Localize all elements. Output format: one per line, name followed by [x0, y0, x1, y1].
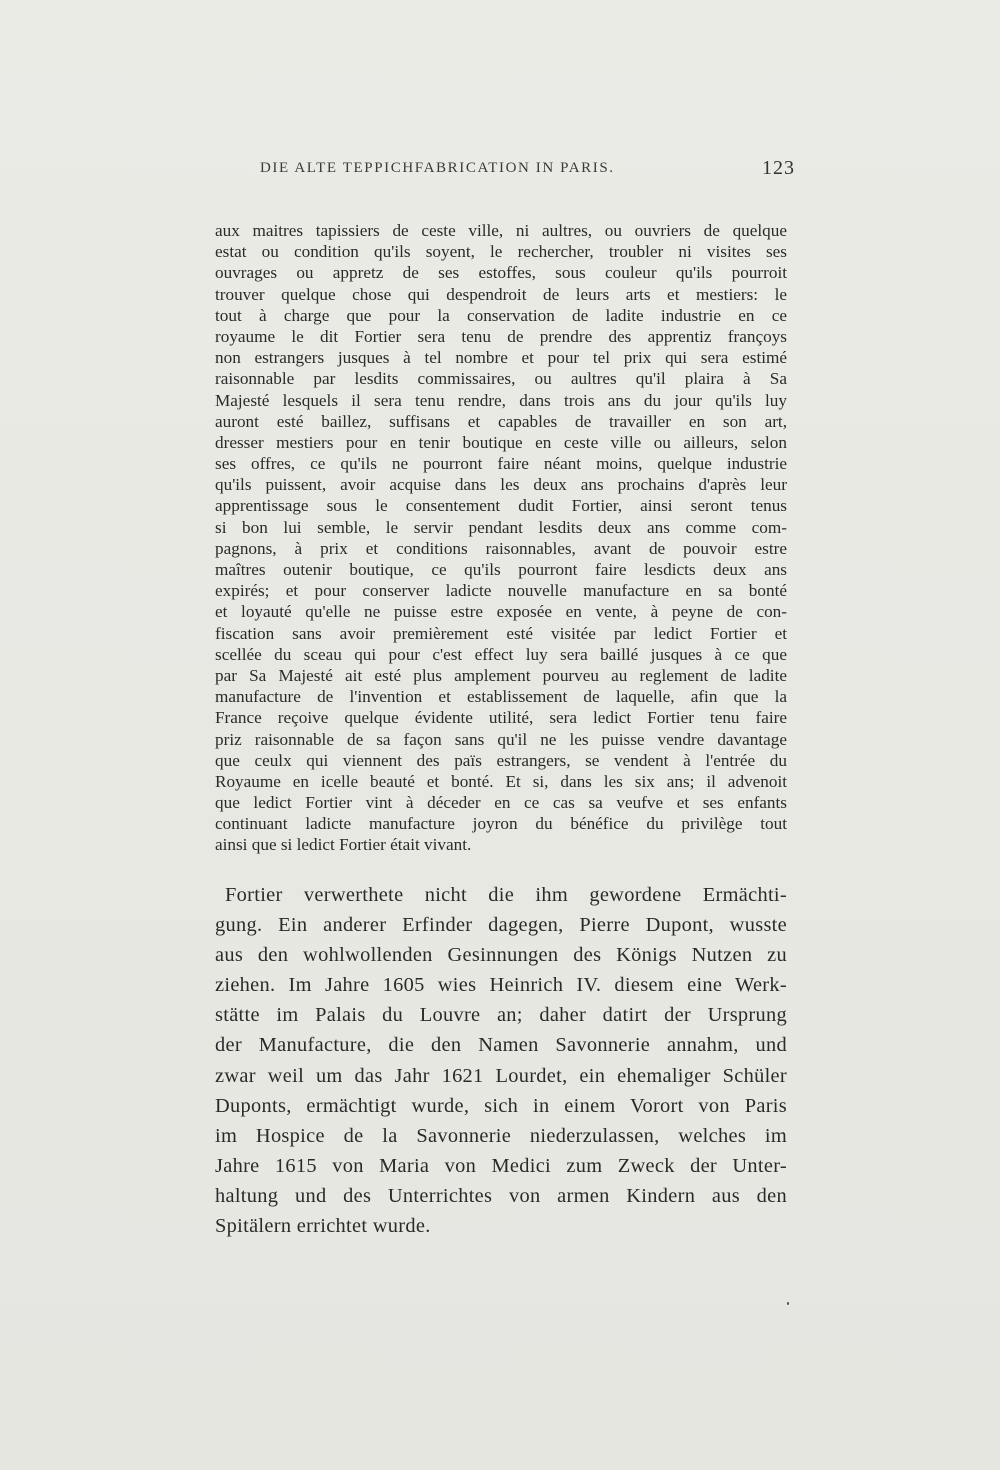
quote-line: scellée du sceau qui pour c'est effect luy sera baillé jusques à ce que: [215, 644, 787, 664]
running-head: [260, 157, 795, 184]
paragraph-line: Jahre 1615 von Maria von Medici zum Zweck der Unter-: [215, 1154, 787, 1177]
quote-line: France reçoive quelque évidente utilité, sera ledict Fortier tenu faire: [215, 708, 787, 728]
quote-line: qu'ils puissent, avoir acquise dans les deux ans prochains d'après leur: [215, 475, 787, 495]
quote-line: royaume le dit Fortier sera tenu de prendre des apprentiz françoys: [215, 326, 787, 346]
quote-line: ainsi que si ledict Fortier était vivant.: [215, 835, 472, 855]
quote-line: priz raisonnable de sa façon sans qu'il ne les puisse vendre davantage: [215, 729, 787, 749]
quote-line: Majesté lesquels il sera tenu rendre, dans trois ans du jour qu'ils luy: [215, 390, 787, 410]
quote-line: ses offres, ce qu'ils ne pourront faire néant moins, quelque industrie: [215, 454, 787, 474]
quote-line: non estrangers jusques à tel nombre et pour tel prix qui sera estimé: [215, 348, 787, 368]
paragraph-line: gung. Ein anderer Erfinder dagegen, Pierre Dupont, wusste: [215, 914, 787, 937]
paper-speck: [787, 1302, 789, 1305]
quote-line: apprentissage sous le consentement dudit Fortier, ainsi seront tenus: [215, 496, 787, 516]
french-quotation: [215, 220, 787, 856]
quote-line: manufacture de l'invention et establissement de laquelle, afin que la: [215, 687, 787, 707]
paragraph-line: Spitälern errichtet wurde.: [215, 1215, 431, 1238]
quote-line: raisonnable par lesdits commissaires, ou aultres qu'il plaira à Sa: [215, 369, 787, 389]
quote-line: que ledict Fortier vint à déceder en ce cas sa veufve et ses enfants: [215, 793, 787, 813]
paragraph-line: Fortier verwerthete nicht die ihm gewordene Ermächti-: [225, 884, 787, 906]
quote-line: que ceulx qui viennent des païs estrangers, se vendent à l'entrée du: [215, 750, 787, 770]
quote-line: par Sa Majesté ait esté plus amplement pourveu au reglement de ladite: [215, 665, 787, 685]
paragraph-line: aus den wohlwollenden Gesinnungen des Königs Nutzen zu: [215, 944, 787, 967]
page-number: 123: [762, 157, 795, 179]
quote-line: si bon lui semble, le servir pendant lesdits deux ans comme com-: [215, 517, 787, 537]
quote-line: et loyauté qu'elle ne puisse estre exposée en vente, à peyne de con-: [215, 602, 787, 622]
quote-line: trouver quelque chose qui despendroit de leurs arts et mestiers: le: [215, 284, 787, 304]
quote-line: tout à charge que pour la conservation de ladite industrie en ce: [215, 305, 787, 325]
quote-line: continuant ladicte manufacture joyron du bénéfice du privilège tout: [215, 814, 787, 834]
quote-line: pagnons, à prix et conditions raisonnables, avant de pouvoir estre: [215, 538, 787, 558]
quote-line: ouvrages ou appretz de ses estoffes, sous couleur qu'ils pourroit: [215, 263, 787, 283]
quote-line: expirés; et pour conserver ladicte nouvelle manufacture en sa bonté: [215, 581, 787, 601]
quote-line: maîtres outenir boutique, ce qu'ils pourront faire lesdicts deux ans: [215, 560, 787, 579]
paragraph-line: im Hospice de la Savonnerie niederzulassen, welches im: [215, 1124, 787, 1147]
quote-line: fiscation sans avoir premièrement esté visitée par ledict Fortier et: [215, 623, 787, 643]
german-paragraph: [215, 880, 787, 1241]
running-title: DIE ALTE TEPPICHFABRICATION IN PARIS.: [260, 160, 615, 176]
quote-line: aux maitres tapissiers de ceste ville, ni aultres, ou ouvriers de quelque: [215, 221, 787, 240]
quote-line: dresser mestiers pour en tenir boutique en ceste ville ou ailleurs, selon: [215, 432, 787, 452]
paragraph-line: Duponts, ermächtigt wurde, sich in einem Vorort von Paris: [215, 1094, 787, 1117]
quote-line: auront esté baillez, suffisans et capables de travailler en son art,: [215, 411, 787, 431]
paragraph-line: zwar weil um das Jahr 1621 Lourdet, ein ehemaliger Schüler: [215, 1064, 787, 1087]
paragraph-line: ziehen. Im Jahre 1605 wies Heinrich IV. diesem eine Werk-: [215, 974, 787, 997]
paragraph-line: haltung und des Unterrichtes von armen Kindern aus den: [215, 1184, 787, 1207]
quote-line: estat ou condition qu'ils soyent, le rechercher, troubler ni visites ses: [215, 242, 787, 262]
quote-line: Royaume en icelle beauté et bonté. Et si, dans les six ans; il advenoit: [215, 771, 787, 791]
paragraph-line: stätte im Palais du Louvre an; daher datirt der Ursprung: [215, 1004, 787, 1027]
paragraph-line: der Manufacture, die den Namen Savonnerie annahm, und: [215, 1034, 787, 1057]
